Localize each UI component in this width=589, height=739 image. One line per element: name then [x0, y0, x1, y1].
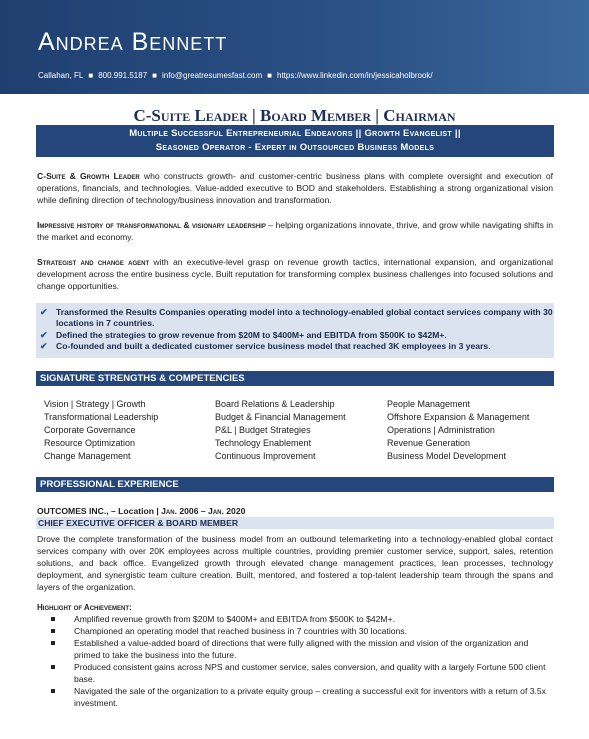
highlight-item [37, 625, 553, 637]
job-title: CHIEF EXECUTIVE OFFICER & BOARD MEMBER [36, 517, 554, 529]
resume-header [0, 0, 589, 94]
location: Callahan, FL [38, 71, 84, 80]
bullet-icon [51, 665, 55, 669]
tagline-line-2: Seasoned Operator - Expert in Outsourced Business Models [155, 142, 435, 153]
summary-lead: Impressive history of transformational & visionary leadership [37, 220, 266, 230]
competency-item: Continuous Improvement [215, 451, 316, 461]
highlight-item [37, 685, 553, 709]
achievement-text: Transformed the Results Companies operating model into a technology-enabled global contact services company with 30 locations in 7 countries. [56, 307, 553, 329]
phone: 800.991.5187 [98, 71, 148, 80]
achievement-text: Defined the strategies to grow revenue from $20M to $400M+ and EBITDA from $500K to $42M+. [56, 329, 447, 340]
tagline-line-1: Multiple Successful Entrepreneurial Endeavors || Growth Evangelist || [129, 128, 461, 139]
competency-item: Corporate Governance [44, 425, 136, 435]
competency-item: Business Model Development [387, 451, 507, 461]
highlight-label: Highlight of Achievement: [37, 603, 132, 612]
summary-lead: Strategist and change agent [37, 257, 150, 267]
summary-text: with an executive-level grasp on revenue growth tactics, international expansion, and organizational development across the entire business cycle. Built reputation for transforming complex business challenges into focused solutions and change opportunities. [37, 257, 554, 291]
highlight-list [37, 613, 553, 709]
competency-column-2 [215, 398, 346, 463]
highlight-text: Amplified revenue growth from $20M to $400M+ and EBITDA from $500K to $42M+. [74, 614, 396, 624]
competency-item: Offshore Expansion & Management [387, 412, 530, 422]
bullet-icon [51, 617, 55, 621]
achievement-item [36, 341, 554, 352]
highlight-text: Navigated the sale of the organization to a private equity group – creating a successful exit for inventors with a return of 3.5x investment. [74, 686, 546, 708]
bullet-icon [51, 641, 55, 645]
job-description: Drove the complete transformation of the business model from an outbound telemarketing into a technology-enabled global contact services company with over 20K employees across multiple countries, providing premier customer service, support, sales, retention solutions, and back office. Evangelized growth through elevated change management practices, lean processes, technology deployment, and synergistic team culture creation. Built, mentored, and fostered a top-talent leadership team through the spans and layers of the organization. [37, 534, 553, 592]
highlight-text: Produced consistent gains across NPS and customer service, sales conversion, and quality with a largely Fortune 500 client base. [74, 662, 546, 684]
checkmark-icon: ✔ [40, 329, 48, 340]
section-header-experience: PROFESSIONAL EXPERIENCE [36, 477, 554, 492]
separator-icon: ■ [267, 71, 272, 80]
competency-item: P&L | Budget Strategies [215, 425, 311, 435]
separator-icon: ■ [152, 71, 157, 80]
competency-column-1 [44, 398, 158, 463]
achievements-box [36, 303, 554, 358]
headline: C-Suite Leader | Board Member | Chairman [133, 106, 456, 125]
competency-item: Resource Optimization [44, 438, 136, 448]
linkedin-link[interactable]: https://www.linkedin.com/in/jessicaholbrook/ [277, 71, 433, 80]
summary-lead: C-Suite & Growth Leader [37, 171, 140, 181]
competency-item: Transformational Leadership [44, 412, 159, 422]
highlight-item [37, 613, 553, 625]
summary-text: who constructs growth- and customer-centric business plans with complete oversight and execution of operations, financials, and technologies. Value-added executive to BOD and stakeholders. Establishing a strong organizational vision while defining direction of technology/business innovation and transformation. [37, 171, 553, 205]
summary-paragraph [37, 170, 553, 206]
summary-paragraph [37, 219, 553, 243]
highlight-text: Championed an operating model that reached business in 7 countries with 30 locations. [74, 626, 407, 636]
separator-icon: ■ [88, 71, 94, 80]
contact-line [38, 71, 433, 80]
candidate-name: Andrea Bennett [38, 28, 228, 56]
competency-item: Change Management [44, 451, 131, 461]
bullet-icon [51, 629, 55, 633]
highlight-item [37, 661, 553, 685]
achievement-item [36, 330, 554, 341]
bullet-icon [51, 689, 55, 693]
competency-item: Board Relations & Leadership [215, 399, 335, 409]
tagline-bar [36, 125, 554, 157]
employment-dates: Jan. 2006 – Jan. 2020 [161, 506, 246, 516]
competency-item: Vision | Strategy | Growth [44, 399, 146, 409]
competency-item: Technology Enablement [215, 438, 312, 448]
achievement-text: Co-founded and built a dedicated customer service business model that reached 3K employees in 3 years. [56, 341, 491, 352]
highlight-text: Established a value-added board of directions that were fully aligned with the mission and vision of the organization and primed to take the business into the future. [74, 638, 529, 660]
summary-text: – helping organizations innovate, thrive, and grow while navigating shifts in the market and economy. [37, 220, 553, 242]
company-name: OUTCOMES INC., – Location | [37, 506, 162, 516]
competency-column-3 [387, 398, 529, 463]
competency-item: Operations | Administration [387, 425, 495, 435]
checkmark-icon: ✔ [40, 341, 48, 352]
competency-item: People Management [387, 399, 471, 409]
section-header-strengths: SIGNATURE STRENGTHS & COMPETENCIES [36, 371, 554, 386]
competency-item: Revenue Generation [387, 438, 471, 448]
checkmark-icon: ✔ [40, 307, 48, 317]
competency-item: Budget & Financial Management [215, 412, 346, 422]
achievement-item [36, 307, 554, 330]
highlight-item [37, 637, 553, 661]
company-line [37, 506, 245, 516]
email-link[interactable]: info@greatresumesfast.com [161, 71, 263, 80]
summary-paragraph [37, 256, 553, 292]
